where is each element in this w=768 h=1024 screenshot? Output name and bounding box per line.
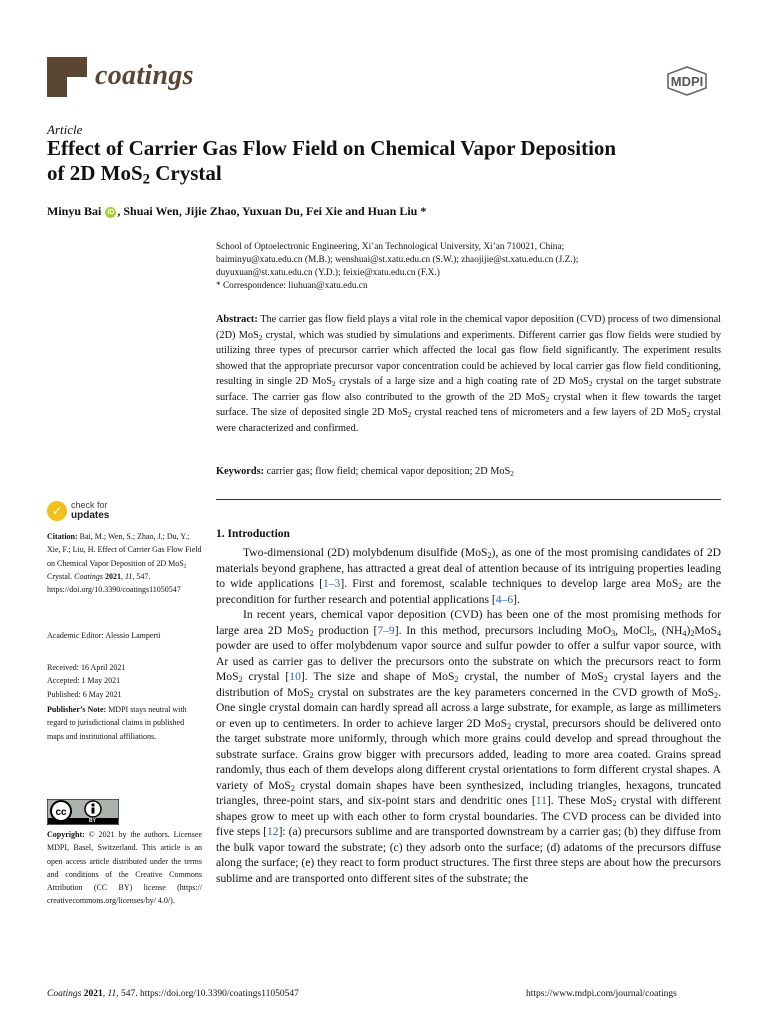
divider [216,499,721,500]
journal-name: coatings [95,60,194,91]
check-updates-icon: ✓ [47,501,67,521]
copyright-block: Copyright: © 2021 by the authors. Licensee MDPI, Basel, Switzerland. This article is an open access article distributed under the terms and conditions of the Creative Commons Attribution (CC BY) license (https:// creativecommons.org/licenses/by/ 4.0/). [47,830,202,906]
publisher-note: Publisher’s Note: MDPI stays neutral with regard to jurisdictional claims in published maps and institutional affiliations. [47,705,187,741]
keywords: Keywords: carrier gas; flow field; chemical vapor deposition; 2D MoS$_2$ [216,466,514,478]
footer-journal-link[interactable]: https://www.mdpi.com/journal/coatings [526,989,677,999]
cc-by-license-icon[interactable]: cc BY [47,799,119,825]
citation-block: Citation: Bai, M.; Wen, S.; Zhao, J.; Du, Y.; Xie, F.; Liu, H. Effect of Carrier Gas Flow Field on Chemical Vapor Deposition of 2D MoS$_2$ Crystal. Coatings 2021, 11, 547. https://doi.org/10.3390/coatings11050547 [47,532,202,595]
dates-block: Received: 16 April 2021 Accepted: 1 May 2021 Published: 6 May 2021 [47,663,126,699]
academic-editor: Academic Editor: Alessio Lamperti [47,631,161,640]
author-list: Minyu Bai iD , Shuai Wen, Jijie Zhao, Yuxuan Du, Fei Xie and Huan Liu * [47,204,427,218]
mdpi-logo-icon [666,66,708,96]
section-heading: 1. Introduction [216,528,290,540]
publisher-name: MDPI [670,74,704,89]
check-for-updates-badge[interactable]: ✓ check for updates [47,500,147,526]
affiliations: School of Optoelectronic Engineering, Xi’an Technological University, Xi’an 710021, China; baiminyu@xatu.edu.cn (M.B.); wenshuai@st.xatu.edu.cn (S.W.); zhaojijie@st.xatu.edu.cn (J.Z.); duyuxuan@st.xatu.edu.cn (Y.D.); feixie@xatu.edu.cn (F.X.) * Correspondence: liuhuan@xatu.edu.cn [216,242,579,291]
orcid-icon[interactable]: iD [107,209,115,216]
svg-text:cc: cc [55,807,67,818]
article-type: Article [47,122,83,137]
abstract: Abstract: The carrier gas flow field plays a vital role in the chemical vapor deposition (CVD) process of two dimensional (2D) MoS$_2$ crystal, which was studied by simulations and experiments. Different carrier gas flow fields were studied by utilizing three types of precursor carrier which affected the local gas flow field significantly. The experiment results showed that the appropriate precursor vapor concentration could be achieved by local carrier gas flow field conditioning, resulting in single 2D MoS$_2$ crystals of a large size and a high coating rate of 2D MoS$_2$ crystal on the target substrate surface. The carrier gas flow also contributed to the growth of the 2D MoS$_2$ crystal when it flew towards the target surface. The size of deposited single 2D MoS$_2$ crystal reached tens of micrometers and a few layers of 2D MoS$_2$ crystal were characterized and confirmed. [216,314,722,434]
body-text: Two-dimensional (2D) molybdenum disulfide (MoS$_2$), as one of the most promising candidates of 2D materials beyond graphene, has attracted a great deal of attention because of its intriguing properties leading to wide applications [1–3]. First and foremost, scalable techniques to develop large area MoS$_2$ are the precondition for further research and potential applications [4–6]. In recent years, chemical vapor deposition (CVD) has been one of the most promising methods for large area 2D MoS$_2$ production [7–9]. In this method, precursors including MoO$_3$, MoCl$_5$, $(NH_4)_2MoS_4$ powder are used to offer molybdenum vapor source and sulfur powder to offer a sulfur vapor source, with Ar used as carrier gas to deliver the precursors onto the substrate on which the precursors react to form MoS$_2$ crystal [10]. The size and shape of MoS$_2$ crystal, the number of MoS$_2$ crystal layers and the distribution of MoS$_2$ crystal on substrates are the key parameters concerned in the CVD growth of MoS$_2$. One single crystal domain can hardly spread all across a large substrate, for example, as large as millimeters or even up to centimeters. In order to achieve larger 2D MoS$_2$ crystal, precursors should be delivered onto the target substrate more uniformly, through which more grains could develop and spread throughout the substrate surface. Grains grow bigger with precursors added, leading to more area coated. Grains spread randomly, thus each of them develops along different crystal orientations to form different crystal shapes. A variety of MoS$_2$ crystal domain shapes have been synthesized, including triangles, hexagons, truncated triangles, three-point stars, and six-point stars and dendritic ones [11]. These MoS$_2$ crystal with different shapes grow to meet up with each other to form crystal boundaries. The CVD process can be divided into five steps [12]: (a) precursors sublime and are transported downstream by a carrier gas; (b) they diffuse from the bulk vapor toward the substrate; (c) they adsorb onto the surface; (d) adatoms of the precursors diffuse along the surface; (e) they react to form product structures. The first three steps are about how the precursors sublime and are transported onto different sites of the substrate; the [216,546,722,885]
journal-logo-icon [47,57,87,97]
footer-citation: Coatings 2021, 11, 547. https://doi.org/10.3390/coatings11050547 [47,989,299,999]
article-title: Effect of Carrier Gas Flow Field on Chemical Vapor Deposition of 2D MoS$_2$ Crystal [47,136,617,188]
author-first[interactable]: Minyu Bai [47,204,102,218]
